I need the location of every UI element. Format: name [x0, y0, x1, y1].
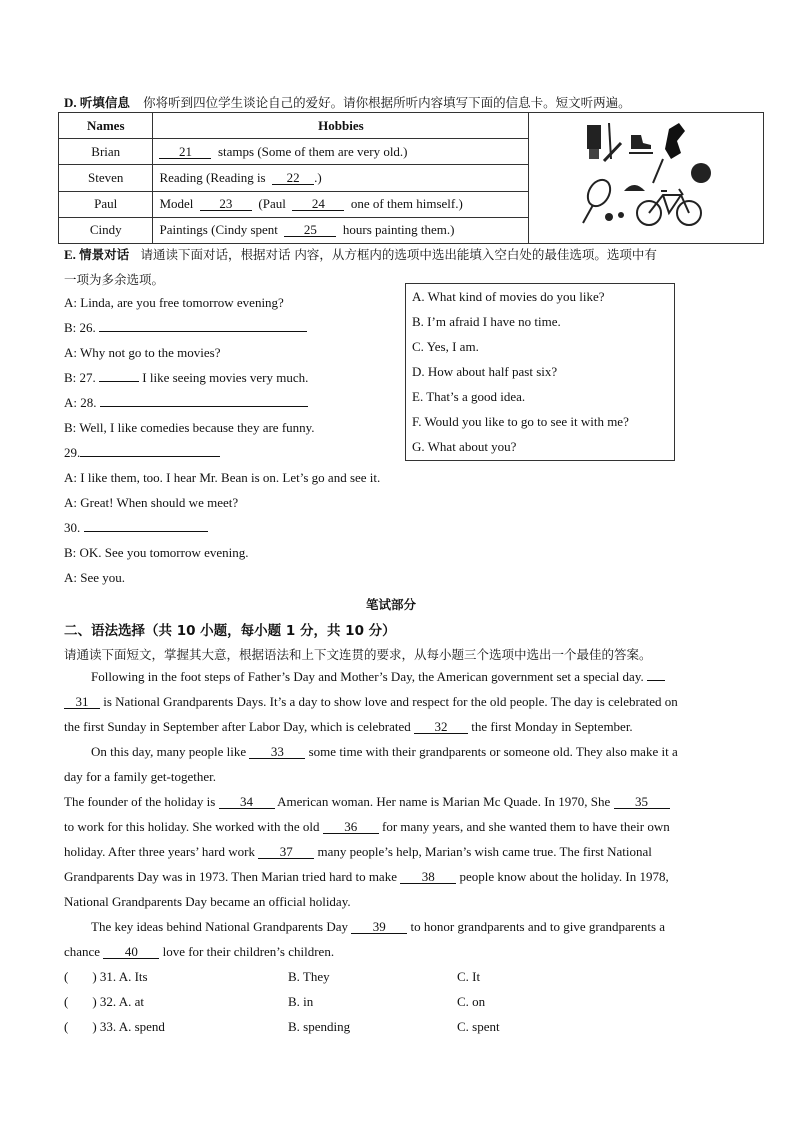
section-e-instruction: 请通读下面对话，根据对话 内容，从方框内的选项中选出能填入空白处的最佳选项。选项中有: [140, 247, 657, 262]
blank-27[interactable]: [99, 381, 139, 382]
row-hobby-mid: (Paul: [258, 196, 286, 212]
blank-35[interactable]: 35: [614, 795, 670, 809]
passage-text: some time with their grandparents or someone old. They also make it a: [308, 744, 678, 759]
hobby-picture-cell: [529, 113, 764, 244]
blank-25[interactable]: 25: [284, 223, 336, 237]
passage-text: for many years, and she wanted them to have their own: [382, 819, 670, 834]
table-header-row: [59, 113, 764, 139]
hobbies-table: [58, 112, 764, 244]
blank-32[interactable]: 32: [414, 720, 468, 734]
option-item: D. How about half past six?: [412, 364, 558, 379]
passage-text: American woman. Her name is Marian Mc Quade. In 1970, She: [277, 794, 611, 809]
passage-text: chance: [64, 944, 101, 959]
passage-text: National Grandparents Day became an official holiday.: [64, 894, 351, 909]
option-item: A. What kind of movies do you like?: [412, 289, 605, 304]
section-d-letter: D.: [64, 95, 77, 110]
passage-text: is National Grandparents Days. It’s a day to show love and respect for the old people. The day is celebrated on: [103, 694, 678, 709]
passage-line: [64, 889, 732, 914]
blank-38[interactable]: 38: [400, 870, 456, 884]
passage-text: On this day, many people like: [91, 744, 247, 759]
dialogue-line-30: [64, 520, 208, 536]
passage-text: people know about the holiday. In 1978,: [459, 869, 669, 884]
blank-33[interactable]: 33: [249, 745, 305, 759]
passage-text: to work for this holiday. She worked with the old: [64, 819, 320, 834]
row-hobby: [153, 165, 529, 191]
answer-paren: (: [64, 994, 69, 1009]
question-option-b[interactable]: B. They: [288, 969, 330, 984]
blank-31-lead: [647, 680, 665, 681]
blank-39[interactable]: 39: [351, 920, 407, 934]
dialogue-line: A: Great! When should we meet?: [64, 495, 239, 510]
dialogue-label: A: 28.: [64, 395, 97, 410]
passage-text: many people’s help, Marian’s wish came true. The first National: [317, 844, 652, 859]
hobby-objects-picture: [529, 113, 759, 239]
header-names: Names: [59, 113, 153, 139]
passage: [64, 664, 732, 964]
dialogue-text: I like seeing movies very much.: [142, 370, 309, 385]
section-d-heading: [64, 93, 631, 111]
question-32[interactable]: [64, 994, 144, 1010]
option-item: F. Would you like to go to see it with me?: [412, 414, 629, 429]
blank-23[interactable]: 23: [200, 197, 252, 211]
question-31[interactable]: [64, 969, 148, 985]
passage-line: [64, 814, 732, 839]
dialogue-line-26: [64, 320, 307, 336]
passage-text: holiday. After three years’ hard work: [64, 844, 255, 859]
section-ii-instruction: 请通读下面短文，掌握其大意，根据语法和上下文连贯的要求，从每小题三个选项中选出一个最佳的答案。: [64, 647, 652, 662]
section-ii-title: 二、语法选择（共 10 小题，每小题 1 分，共 10 分）: [64, 623, 396, 639]
dialogue-label: B: 26.: [64, 320, 96, 335]
row-hobby-text: stamps (Some of them are very old.): [217, 143, 408, 159]
dialogue-label: 29.: [64, 445, 81, 460]
passage-text: The key ideas behind National Grandparents Day: [91, 919, 349, 934]
row-hobby-suffix: .): [314, 169, 322, 185]
blank-21[interactable]: 21: [159, 145, 211, 159]
blank-37[interactable]: 37: [258, 845, 314, 859]
passage-line: [64, 939, 732, 964]
section-e-title: 情景对话: [79, 247, 130, 262]
blank-26[interactable]: [99, 331, 307, 332]
section-e-letter: E.: [64, 247, 76, 262]
blank-34[interactable]: 34: [219, 795, 275, 809]
passage-line: [64, 839, 732, 864]
row-hobby-suffix: one of them himself.): [350, 196, 463, 212]
section-e-instruction-2: 一项为多余选项。: [64, 272, 165, 287]
blank-22[interactable]: 22: [272, 171, 314, 185]
passage-text: day for a family get-together.: [64, 769, 216, 784]
blank-31[interactable]: 31: [64, 695, 100, 709]
question-option-c[interactable]: C. on: [457, 994, 486, 1009]
blank-29[interactable]: [80, 456, 220, 457]
blank-36[interactable]: 36: [323, 820, 379, 834]
question-option-a: ) 33. A. spend: [92, 1019, 165, 1034]
row-hobby-suffix: hours painting them.): [342, 222, 455, 238]
passage-line: [64, 764, 732, 789]
written-part-title: 笔试部分: [366, 597, 417, 612]
dialogue-line: A: See you.: [64, 570, 126, 585]
question-option-a: ) 32. A. at: [92, 994, 144, 1009]
row-name: Cindy: [59, 217, 153, 243]
question-33[interactable]: [64, 1019, 165, 1035]
option-item: G. What about you?: [412, 439, 517, 454]
dialogue-label: 30.: [64, 520, 81, 535]
passage-line: [64, 864, 732, 889]
dialogue-line: A: Why not go to the movies?: [64, 345, 221, 360]
option-item: E. That’s a good idea.: [412, 389, 526, 404]
option-item: C. Yes, I am.: [412, 339, 479, 354]
passage-line: [64, 739, 732, 764]
blank-40[interactable]: 40: [103, 945, 159, 959]
passage-text: to honor grandparents and to give grandparents a: [410, 919, 666, 934]
passage-text: love for their children’s children.: [162, 944, 335, 959]
passage-text: the first Sunday in September after Labor Day, which is celebrated: [64, 719, 411, 734]
row-name: Brian: [59, 139, 153, 165]
row-name: Paul: [59, 191, 153, 217]
row-name: Steven: [59, 165, 153, 191]
section-e-heading: [64, 245, 657, 263]
passage-line: [64, 714, 732, 739]
passage-text: Grandparents Day was in 1973. Then Marian tried hard to make: [64, 869, 397, 884]
row-hobby-text: Reading (Reading is: [159, 169, 266, 185]
passage-text: Following in the foot steps of Father’s Day and Mother’s Day, the American government set a special day.: [91, 669, 644, 684]
question-option-c[interactable]: C. It: [457, 969, 481, 984]
options-box: [405, 283, 675, 461]
answer-paren: (: [64, 1019, 69, 1034]
passage-line: [64, 914, 732, 939]
blank-30[interactable]: [84, 531, 208, 532]
blank-24[interactable]: 24: [292, 197, 344, 211]
row-hobby: [153, 191, 529, 217]
section-d-title: 听填信息: [79, 95, 130, 110]
row-hobby-text: Paintings (Cindy spent: [159, 222, 278, 238]
blank-28[interactable]: [100, 406, 308, 407]
passage-text: The founder of the holiday is: [64, 794, 216, 809]
row-hobby: [153, 217, 529, 243]
dialogue-line: B: OK. See you tomorrow evening.: [64, 545, 249, 560]
dialogue-line-28: [64, 395, 308, 411]
passage-text: the first Monday in September.: [471, 719, 633, 734]
row-hobby-text: Model: [159, 196, 194, 212]
passage-line: [64, 689, 732, 714]
header-hobbies: Hobbies: [153, 113, 529, 139]
passage-line: [64, 664, 732, 689]
question-option-a: ) 31. A. Its: [92, 969, 148, 984]
question-option-b[interactable]: B. in: [288, 994, 314, 1009]
section-d-instruction: 你将听到四位学生谈论自己的爱好。请你根据所听内容填写下面的信息卡。短文听两遍。: [143, 95, 631, 110]
dialogue-line: A: I like them, too. I hear Mr. Bean is on. Let’s go and see it.: [64, 470, 381, 485]
dialogue-label: B: 27.: [64, 370, 96, 385]
dialogue-line-27: [64, 370, 308, 386]
question-option-b[interactable]: B. spending: [288, 1019, 351, 1034]
passage-line: [64, 789, 732, 814]
dialogue-line: A: Linda, are you free tomorrow evening?: [64, 295, 284, 310]
answer-paren: (: [64, 969, 69, 984]
dialogue-line-29: [64, 445, 220, 461]
row-hobby: [153, 139, 529, 165]
question-option-c[interactable]: C. spent: [457, 1019, 500, 1034]
dialogue-line: B: Well, I like comedies because they are funny.: [64, 420, 315, 435]
option-item: B. I’m afraid I have no time.: [412, 314, 561, 329]
